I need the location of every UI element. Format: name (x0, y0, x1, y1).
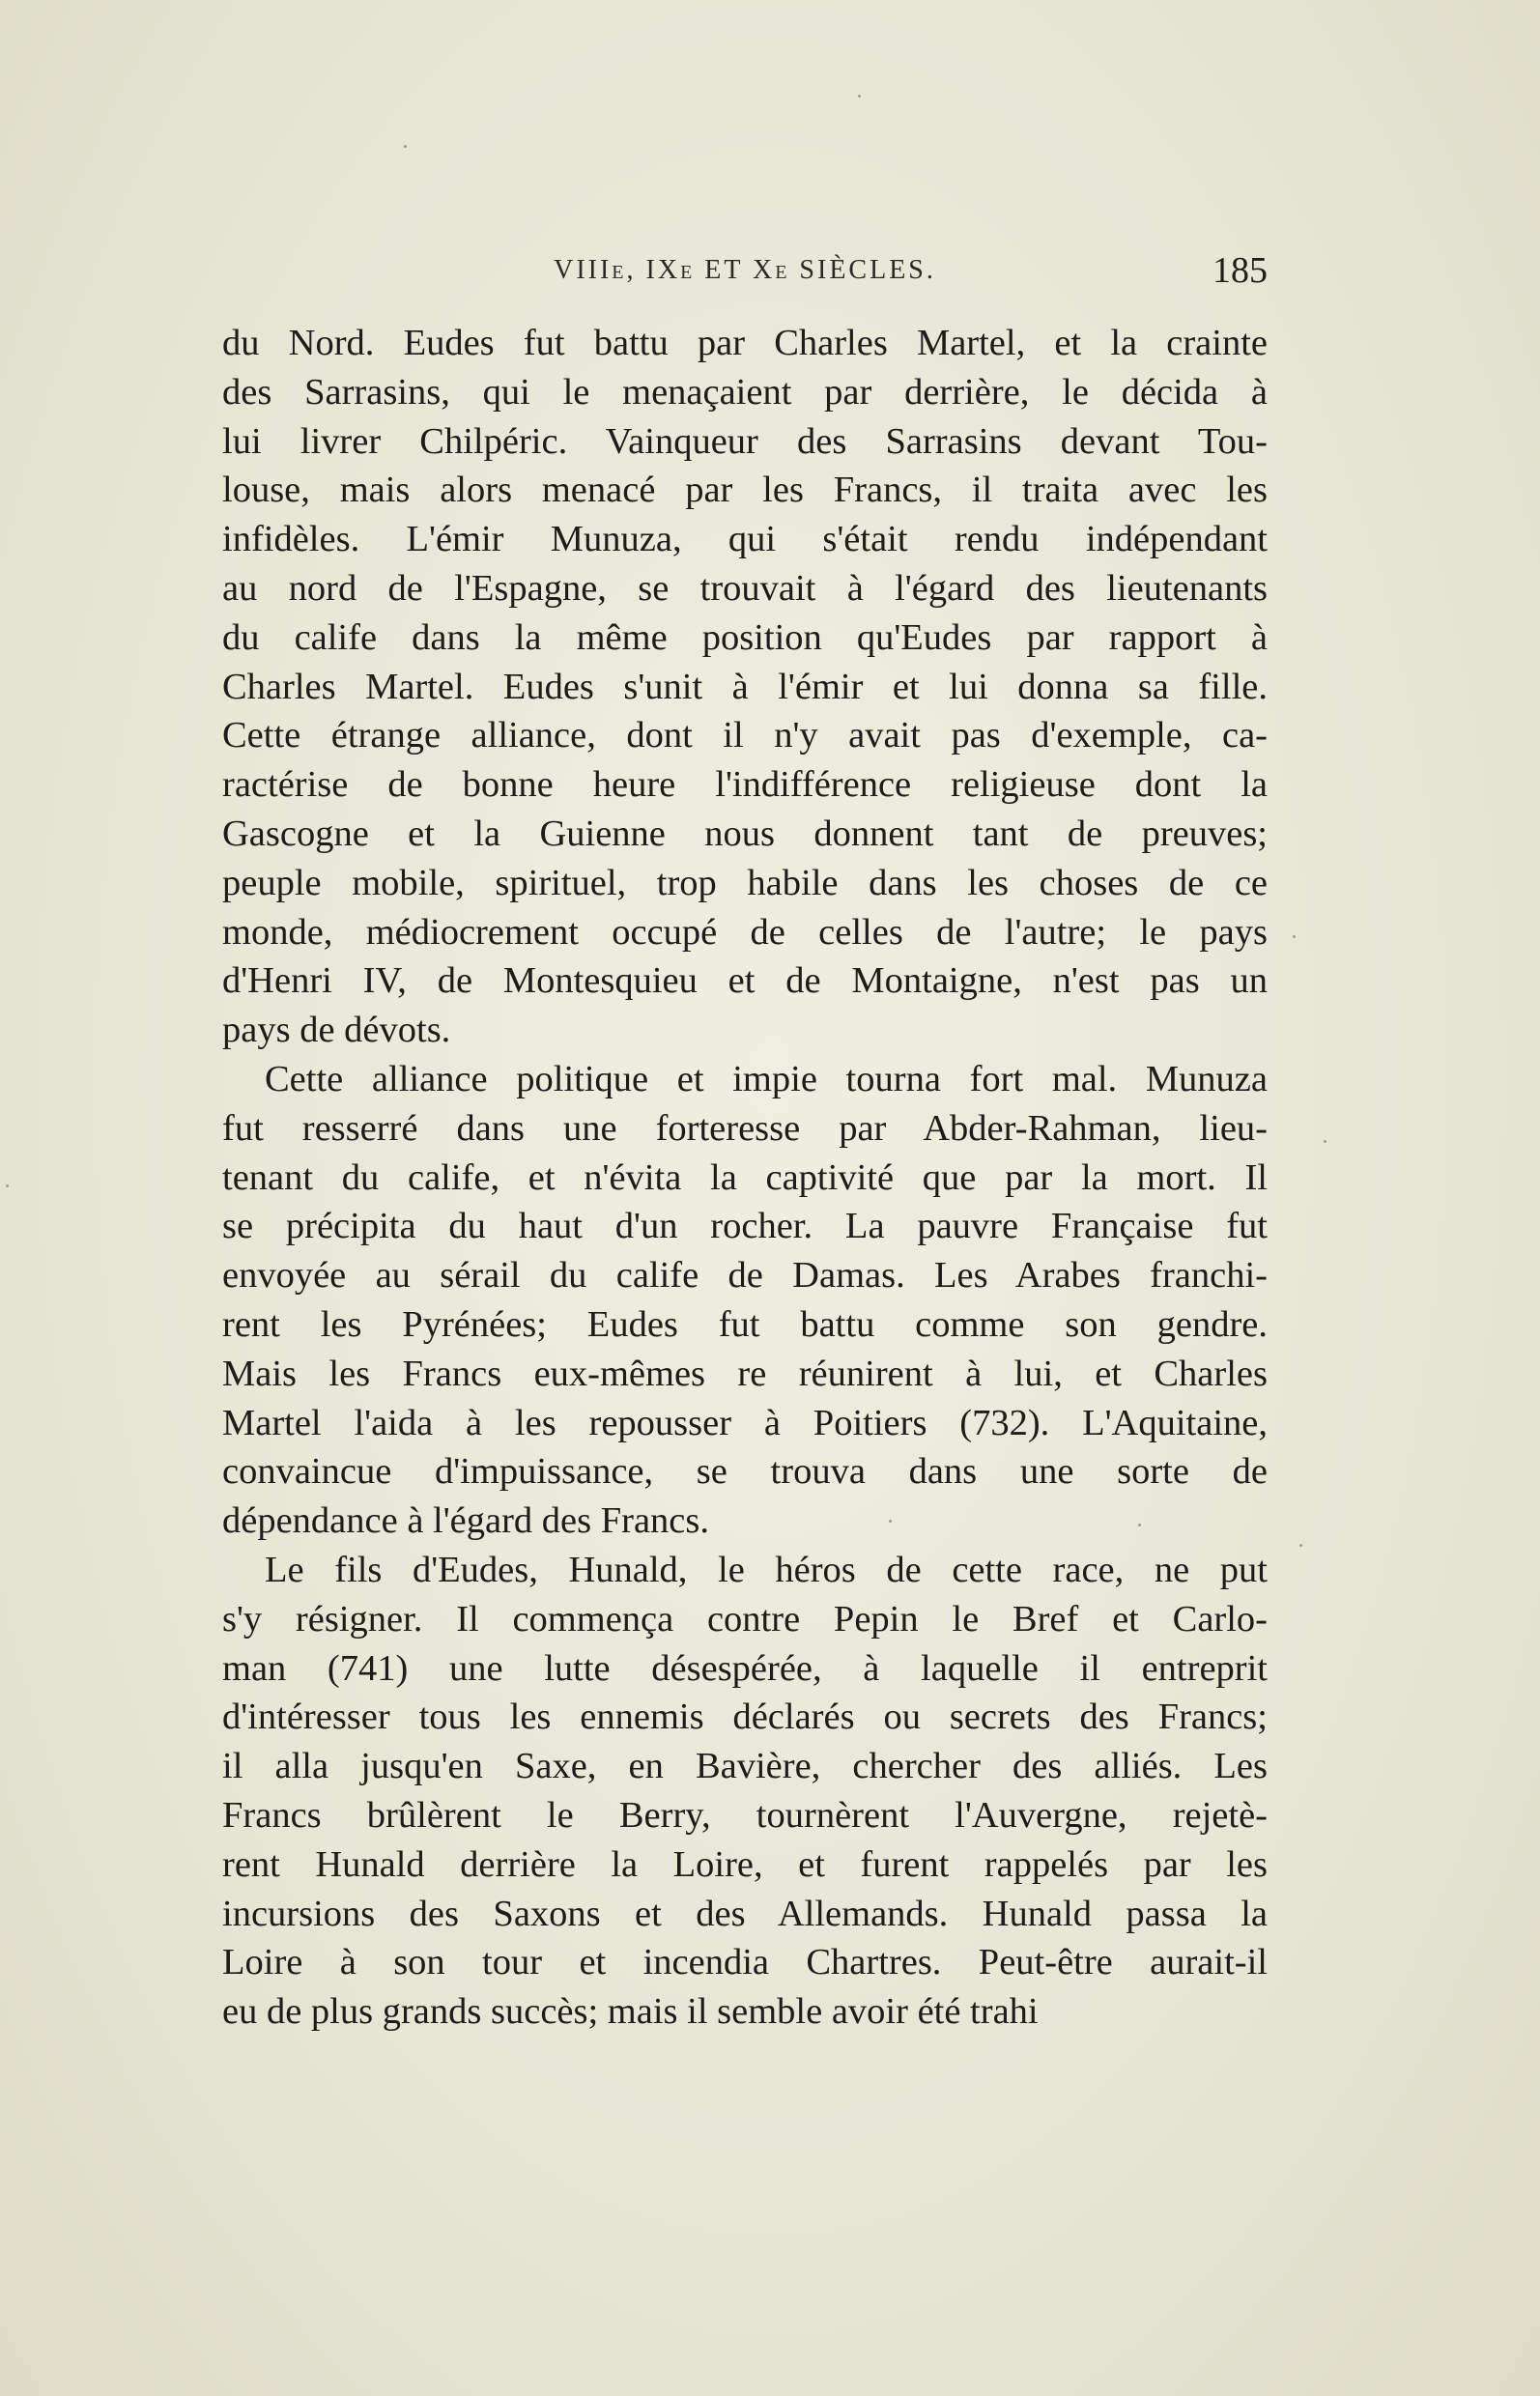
text-line: il alla jusqu'en Saxe, en Bavière, chercher des alliés. Les (222, 1746, 1268, 1787)
text-line: Gascogne et la Guienne nous donnent tant de preuves; (222, 813, 1268, 854)
text-line: se précipita du haut d'un rocher. La pauvre Française fut (222, 1206, 1268, 1247)
text-line: s'y résigner. Il commença contre Pepin le Bref et Carlo- (222, 1598, 1268, 1640)
text-line: monde, médiocrement occupé de celles de l'autre; le pays (222, 911, 1268, 953)
text-line: au nord de l'Espagne, se trouvait à l'égard des lieutenants (222, 567, 1268, 609)
paper-speck (1293, 935, 1296, 938)
text-line: dépendance à l'égard des Francs. (222, 1500, 709, 1542)
text-line: Mais les Francs eux-mêmes re réunirent à lui, et Charles (222, 1353, 1268, 1394)
text-line: du calife dans la même position qu'Eudes par rapport à (222, 616, 1268, 658)
text-line: Martel l'aida à les repousser à Poitiers (732). L'Aquitaine, (222, 1402, 1268, 1443)
text-line: infidèles. L'émir Munuza, qui s'était rendu indépendant (222, 519, 1268, 560)
paragraph (222, 1546, 1268, 2037)
text-line: tenant du calife, et n'évita la captivité que par la mort. Il (222, 1156, 1268, 1198)
paper-speck (404, 145, 407, 148)
text-line: Cette étrange alliance, dont il n'y avait pas d'exemple, ca- (222, 715, 1268, 756)
body-text (222, 319, 1268, 2037)
text-line: peuple mobile, spirituel, trop habile dans les choses de ce (222, 862, 1268, 903)
paper-speck (6, 1184, 9, 1187)
text-line: Cette alliance politique et impie tourna fort mal. Munuza (265, 1058, 1268, 1099)
text-line: Le fils d'Eudes, Hunald, le héros de cette race, ne put (265, 1549, 1268, 1590)
text-line: rent les Pyrénées; Eudes fut battu comme son gendre. (222, 1303, 1268, 1345)
text-line: envoyée au sérail du calife de Damas. Les Arabes franchi- (222, 1255, 1268, 1297)
text-line: du Nord. Eudes fut battu par Charles Martel, et la crainte (222, 323, 1268, 363)
text-line: Charles Martel. Eudes s'unit à l'émir et lui donna sa fille. (222, 666, 1268, 707)
text-line: fut resserré dans une forteresse par Abder-Rahman, lieu- (222, 1107, 1268, 1149)
page-header (222, 249, 1268, 298)
text-line: Loire à son tour et incendia Chartres. Peut-être aurait-il (222, 1942, 1268, 1983)
text-line: pays de dévots. (222, 1010, 451, 1051)
paragraph (222, 319, 1268, 1055)
text-line: d'Henri IV, de Montesquieu et de Montaigne, n'est pas un (222, 960, 1268, 1002)
text-line: convaincue d'impuissance, se trouva dans une sorte de (222, 1451, 1268, 1493)
paragraph (222, 1055, 1268, 1546)
text-line: d'intéresser tous les ennemis déclarés ou secrets des Francs; (222, 1697, 1268, 1738)
paper-speck (858, 95, 861, 98)
text-line: louse, mais alors menacé par les Francs, il traita avec les (222, 470, 1268, 511)
running-title: VIIIe, IXe ET Xe SIÈCLES. (554, 255, 936, 285)
page-number: 185 (1212, 250, 1268, 291)
text-line: incursions des Saxons et des Allemands. Hunald passa la (222, 1893, 1268, 1934)
text-line: lui livrer Chilpéric. Vainqueur des Sarrasins devant Tou- (222, 420, 1268, 462)
paper-speck (1299, 1544, 1302, 1547)
text-line: des Sarrasins, qui le menaçaient par derrière, le décida à (222, 371, 1268, 413)
paper-speck (889, 1520, 892, 1523)
text-line: ractérise de bonne heure l'indifférence religieuse dont la (222, 764, 1268, 806)
text-line: man (741) une lutte désespérée, à laquelle il entreprit (222, 1647, 1268, 1689)
text-line: rent Hunald derrière la Loire, et furent rappelés par les (222, 1843, 1268, 1885)
paper-speck (1324, 1140, 1326, 1143)
paper-speck (1138, 1524, 1141, 1526)
text-line: Francs brûlèrent le Berry, tournèrent l'Auvergne, rejetè- (222, 1794, 1268, 1836)
text-line: eu de plus grands succès; mais il semble avoir été trahi (222, 1991, 1039, 2033)
